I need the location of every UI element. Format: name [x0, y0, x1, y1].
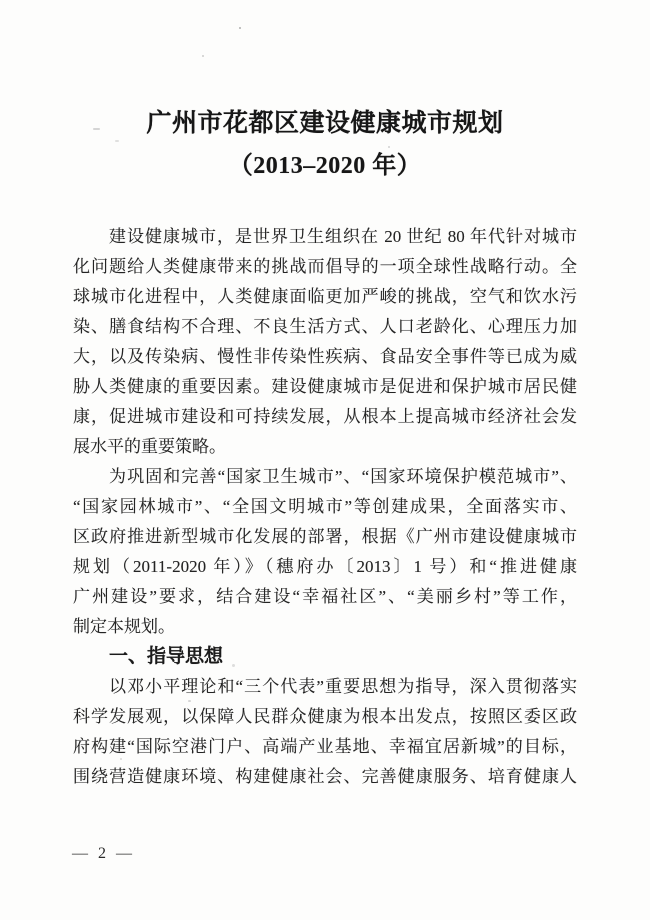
scan-speck: [202, 55, 204, 57]
body-line: “国家园林城市”、“全国文明城市”等创建成果，全面落实市、: [73, 497, 577, 516]
body-line: 围绕营造健康环境、构建健康社会、完善健康服务、培育健康人: [73, 767, 577, 786]
body-line: 府构建“国际空港门户、高端产业基地、幸福宜居新城”的目标，: [73, 737, 577, 756]
body-line: 胁人类健康的重要因素。建设健康城市是促进和保护城市居民健: [73, 377, 577, 396]
page-number: — 2 —: [72, 845, 135, 862]
body-line: 制定本规划。: [73, 617, 175, 636]
scan-speck: [188, 700, 191, 702]
scan-speck: [232, 664, 235, 667]
title-line-1: 广州市花都区建设健康城市规划: [146, 110, 504, 137]
scan-speck: [239, 27, 241, 29]
scan-speck: [93, 128, 100, 130]
body-line: 广州建设”要求，结合建设“幸福社区”、“美丽乡村”等工作，: [73, 587, 577, 606]
body-line: 展水平的重要策略。: [73, 437, 226, 456]
document-body: [73, 222, 577, 792]
document-title: [0, 102, 650, 186]
body-line: 为巩固和完善“国家卫生城市”、“国家环境保护模范城市”、: [109, 467, 577, 486]
body-line: 化问题给人类健康带来的挑战而倡导的一项全球性战略行动。全: [73, 257, 577, 276]
body-line: 球城市化进程中，人类健康面临更加严峻的挑战，空气和饮水污: [73, 287, 577, 306]
body-line: 以邓小平理论和“三个代表”重要思想为指导，深入贯彻落实: [109, 677, 577, 696]
scan-speck: [388, 146, 390, 148]
body-line: 区政府推进新型城市化发展的部署，根据《广州市建设健康城市: [73, 527, 577, 546]
scan-speck: [115, 140, 119, 142]
section-heading: 一、指导思想: [109, 646, 224, 667]
body-line: 染、膳食结构不合理、不良生活方式、人口老龄化、心理压力加: [73, 317, 577, 336]
body-line: 康，促进城市建设和可持续发展，从根本上提高城市经济社会发: [73, 407, 577, 426]
body-line: 科学发展观，以保障人民群众健康为根本出发点，按照区委区政: [73, 707, 577, 726]
scan-speck: [148, 712, 150, 714]
body-line: 建设健康城市，是世界卫生组织在 20 世纪 80 年代针对城市: [109, 227, 577, 246]
body-line: 规划（2011-2020 年）》（穗府办〔2013〕1 号）和“推进健康: [73, 557, 577, 576]
title-line-2: （2013–2020 年）: [228, 153, 422, 179]
scan-speck: [120, 758, 122, 760]
body-line: 大，以及传染病、慢性非传染性疾病、食品安全事件等已成为威: [73, 347, 577, 366]
